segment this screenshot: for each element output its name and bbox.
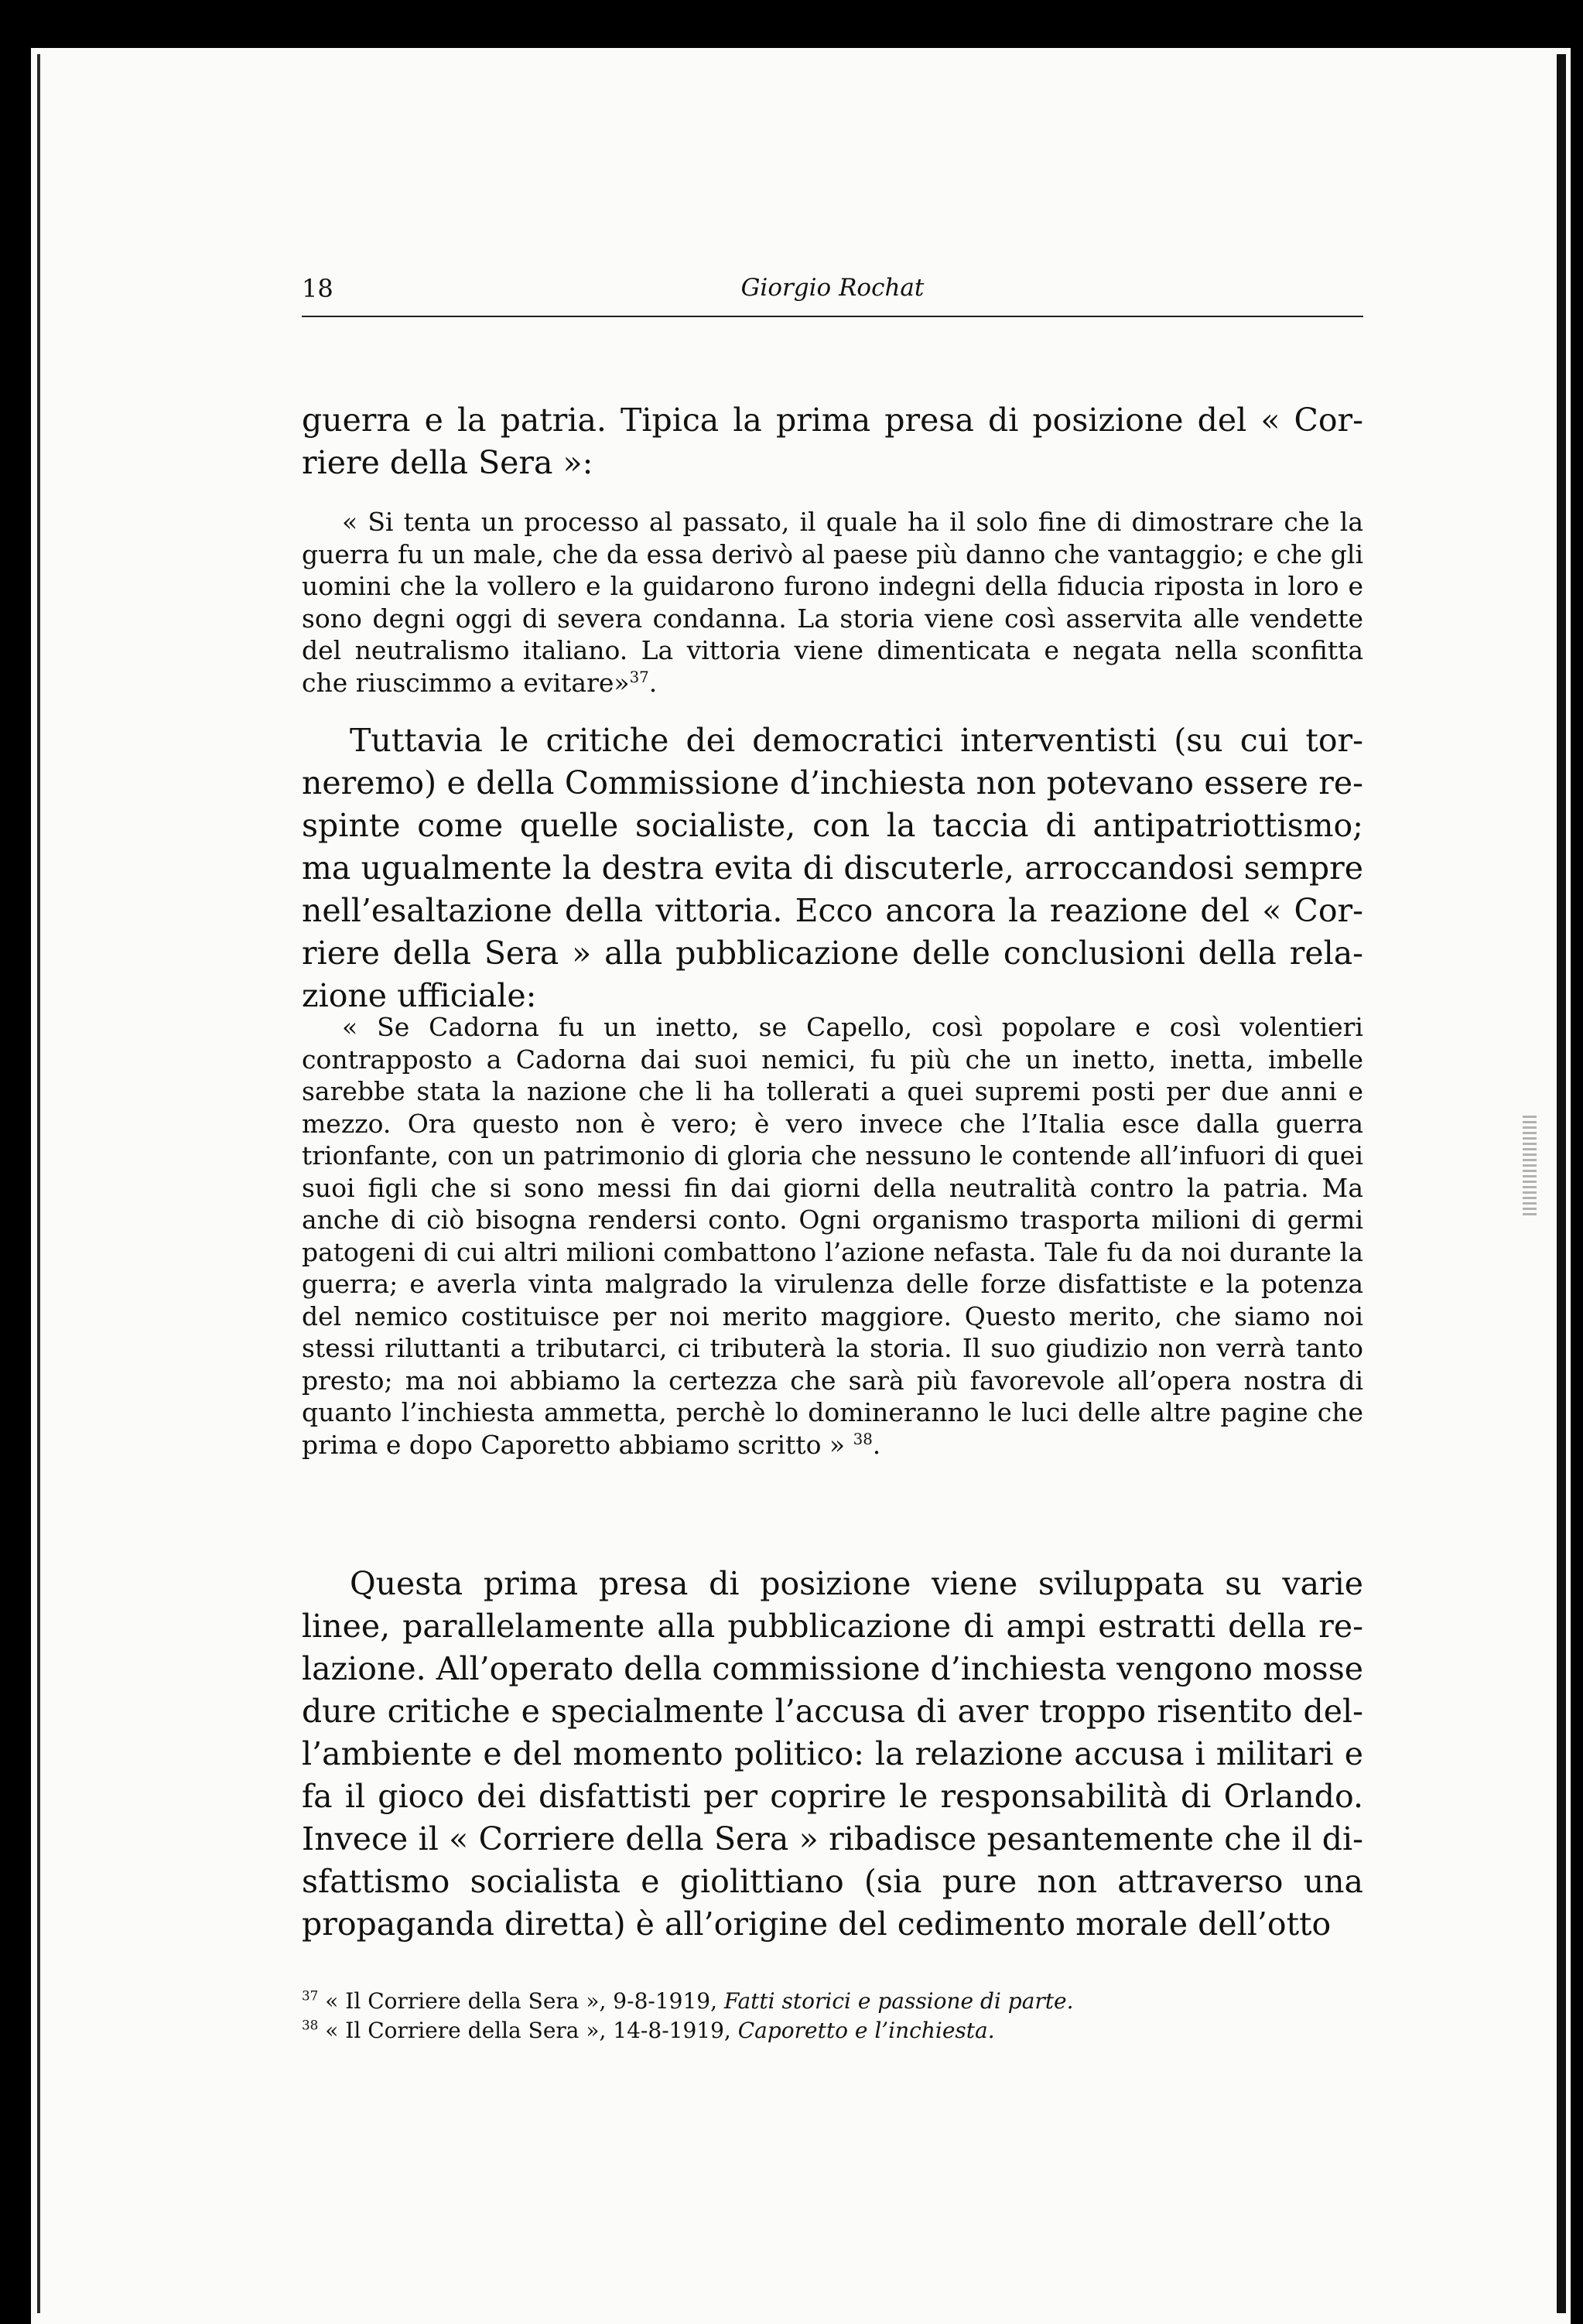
footnote-ref-38: 38 <box>853 1430 873 1448</box>
quote-2-block <box>302 1011 1363 1461</box>
quote-2: « Se Cadorna fu un inetto, se Capello, così popolare e così volentieri contrapposto a Cadorna dai suoi nemici, fu più che un inetto, inetta, imbelle sarebbe stata la nazione che li ha tollerati a quei supremi posti per due anni e mezzo. Ora questo non è vero; è vero invece che l’Italia esce dalla guerra trionfante, con un patrimonio di gloria che nessuno le contende all’infuori di quei suoi figli che si sono messi fin dai giorni della neutralità contro la patria. Ma anche di ciò bisogna rendersi conto. Ogni organismo trasporta milioni di germi patogeni di cui altri milioni combattono l’azione nefasta. Tale fu da noi durante la guerra; e averla vinta malgrado la virulenza delle forze disfattiste e la potenza del nemico costituisce per noi merito maggiore. Questo merito, che siamo noi stessi riluttanti a tributarci, ci tributerà la storia. Il suo giudizio non verrà tanto presto; ma noi abbiamo la certezza che sarà più favorevole all’opera nostra di quanto l’inchiesta ammetta, perchè lo domineranno le luci delle altre pagine che prima e dopo Caporetto abbiamo scritto » $^{38}$. <box>302 1012 1363 1460</box>
footnote-number: 38 <box>302 2017 319 2033</box>
footnote-source: « Il Corriere della Sera », 9-8-1919, <box>325 1988 718 2014</box>
paragraph-3: Questa prima presa di posizione viene sviluppata su varie linee, parallelamente alla pubblicazione di ampi estratti della relazione. All’operato della commissione d’inchiesta vengono mosse dure critiche e specialmente l’accusa di aver troppo risentito dell’ambiente e del momento politico: la relazione accusa i militari e fa il gioco dei disfattisti per coprire le responsabilità di Orlando. Invece il « Corriere della Sera » ribadisce pesantemente che il disfattismo socialista e giolittiano (sia pure non attraverso una propaganda diretta) è all’origine del cedimento morale dell’otto <box>302 1565 1363 1943</box>
scan-right-edge <box>1557 54 1566 2313</box>
footnote-38 <box>302 2016 1363 2045</box>
footnote-ref-37: 37 <box>629 668 649 686</box>
quote-1: « Si tenta un processo al passato, il quale ha il solo fine di dimostrare che la guerra fu un male, che da essa derivò al paese più danno che vantaggio; e che gli uomini che la vollero e la guidarono furono indegni della fiducia riposta in loro e sono degni oggi di severa condanna. La storia viene così asservita alle vendette del neutralismo italiano. La vittoria viene dimenticata e negata nella sconfitta che riuscimmo a evitare»$^{37}$. <box>302 507 1363 698</box>
page-edge-stain <box>1523 1116 1537 1216</box>
footnote-title: Caporetto e l’inchiesta. <box>737 2018 995 2043</box>
running-head: Giorgio Rochat <box>740 274 925 302</box>
footnotes <box>302 1987 1363 2045</box>
page-number: 18 <box>302 274 333 303</box>
paragraph-2: Tuttavia le critiche dei democratici interventisti (su cui torneremo) e della Commissione d’inchiesta non potevano essere respinte come quelle socialiste, con la taccia di antipatriottismo; ma ugualmente la destra evita di discuterle, arroccandosi sempre nell’esaltazione della vittoria. Ecco ancora la reazione del « Corriere della Sera » alla pubblicazione delle conclusioni della relazione ufficiale: <box>302 722 1363 1014</box>
footnote-number: 37 <box>302 1987 319 2004</box>
page-header <box>302 269 1363 317</box>
paragraph-3-block <box>302 1563 1363 1946</box>
footnote-37 <box>302 1987 1363 2016</box>
quote-2-text: « Se Cadorna fu un inetto, se Capello, così popolare e così volentieri contrapposto a Cadorna dai suoi nemici, fu più che un inetto, inetta, imbelle sarebbe stata la nazione che li ha tollerati a quei supremi posti per due anni e mezzo. Ora questo non è vero; è vero invece che l’Italia esce dalla guerra trionfante, con un patrimonio di gloria che nessuno le contende all’infuori di quei suoi figli che si sono messi fin dai giorni della neutralità contro la patria. Ma anche di ciò bisogna rendersi conto. Ogni organismo trasporta milioni di germi patogeni di cui altri milioni combattono l’azione nefasta. Tale fu da noi durante la guerra; e averla vinta malgrado la virulenza delle forze disfattiste e la potenza del nemico costituisce per noi merito maggiore. Questo merito, che siamo noi stessi riluttanti a tributarci, ci tributerà la storia. Il suo giudizio non verrà tanto presto; ma noi abbiamo la certezza che sarà più favorevole all’opera nostra di quanto l’inchiesta ammetta, perchè lo domineranno le luci delle altre pagine che prima e dopo Caporetto abbiamo scritto » <box>302 1012 1363 1460</box>
paragraph-2-block <box>302 719 1363 1017</box>
footnote-title: Fatti storici e passione di parte. <box>723 1988 1074 2014</box>
scan-left-edge <box>37 54 40 2313</box>
quote-1-block <box>302 506 1363 699</box>
paragraph-1-block <box>302 399 1363 484</box>
paragraph-1: guerra e la patria. Tipica la prima presa di posizione del « Corriere della Sera »: <box>302 402 1363 481</box>
footnote-source: « Il Corriere della Sera », 14-8-1919, <box>325 2018 731 2043</box>
quote-1-text: « Si tenta un processo al passato, il quale ha il solo fine di dimostrare che la guerra fu un male, che da essa derivò al paese più danno che vantaggio; e che gli uomini che la vollero e la guidarono furono indegni della fiducia riposta in loro e sono degni oggi di severa condanna. La storia viene così asservita alle vendette del neutralismo italiano. La vittoria viene dimenticata e negata nella sconfitta che riuscimmo a evitare» <box>302 507 1363 698</box>
